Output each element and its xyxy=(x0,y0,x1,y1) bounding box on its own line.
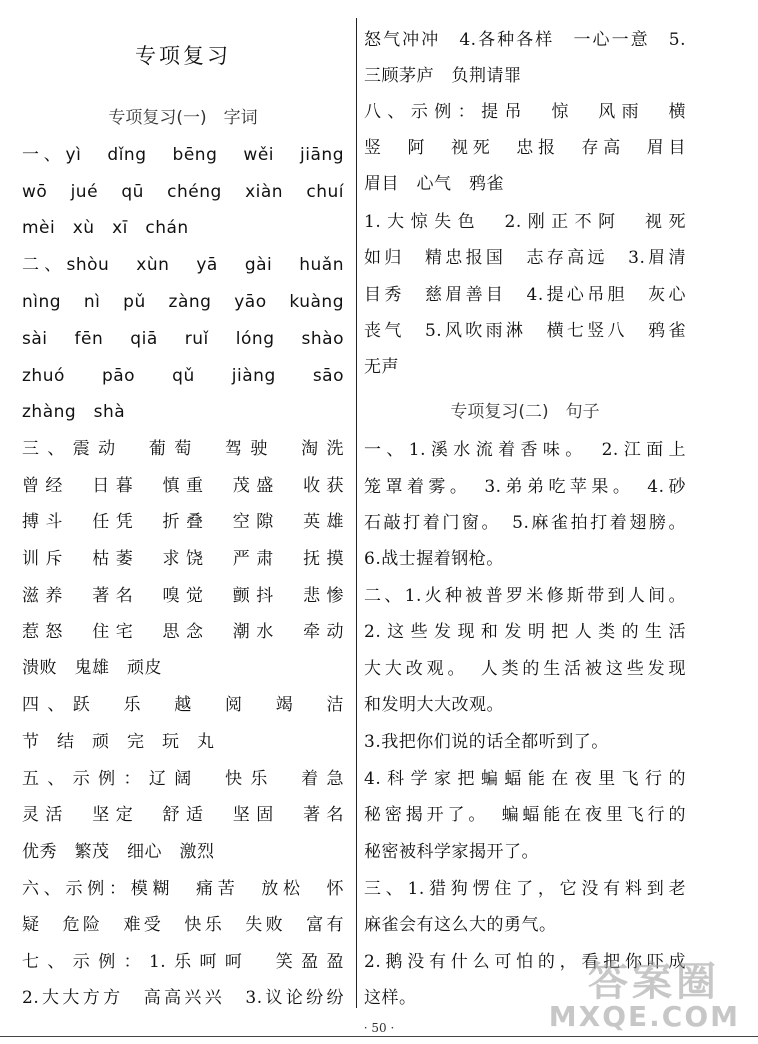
text-line: 二、shòu xùn yā gài huǎn xyxy=(22,255,344,275)
section-title-words: 专项复习(一) 字词 xyxy=(108,108,258,128)
text-line: 1.大惊失色 2.刚正不阿 视死 xyxy=(364,212,686,232)
text-line: 6.战士握着钢枪。 xyxy=(364,549,504,569)
text-line: 六、示例：模糊 痛苦 放松 怀 xyxy=(22,879,344,899)
text-line: 一、1.溪水流着香味。 2.江面上 xyxy=(364,440,686,460)
text-line: 眉目 心气 鸦雀 xyxy=(364,174,504,194)
text-line: 2.鹅没有什么可怕的，看把你吓成 xyxy=(364,952,686,972)
text-line: 七、示例：1.乐呵呵 笑盈盈 xyxy=(22,952,344,972)
page-number: · 50 · xyxy=(363,1021,395,1035)
text-line: 优秀 繁茂 细心 激烈 xyxy=(22,842,215,862)
right-column xyxy=(364,0,686,1010)
text-line: 秘密被科学家揭开了。 xyxy=(364,842,539,862)
watermark xyxy=(530,950,740,1035)
watermark-url: MXQE.COM xyxy=(548,1000,740,1033)
bottom-rule xyxy=(0,1036,758,1037)
section-title-sentences: 专项复习(二) 句子 xyxy=(450,402,600,422)
text-line: 目秀 慈眉善目 4.提心吊胆 灰心 xyxy=(364,285,686,305)
page-title: 专项复习 xyxy=(135,44,231,68)
text-line: 一、yì dǐng bēng wěi jiāng xyxy=(22,145,344,165)
text-line: 麻雀会有这么大的勇气。 xyxy=(364,915,557,935)
text-line: 和发明大大改观。 xyxy=(364,695,504,715)
watermark-logo-text: 答案圈 xyxy=(588,959,720,1005)
text-line: wō jué qū chéng xiàn chuí xyxy=(22,182,344,202)
text-line: zhàng shà xyxy=(22,402,126,422)
text-line: 石敲打着门窗。 5.麻雀拍打着翅膀。 xyxy=(364,513,686,533)
text-line: 无声 xyxy=(364,357,399,377)
text-line: 笼罩着雾。 3.弟弟吃苹果。 4.砂 xyxy=(364,477,686,497)
text-line: zhuó pāo qǔ jiàng sāo xyxy=(22,366,344,386)
text-line: 搏斗 任凭 折叠 空隙 英雄 xyxy=(22,512,344,532)
text-line: 灵活 坚定 舒适 坚固 著名 xyxy=(22,805,344,825)
text-line: 怒气冲冲 4.各种各样 一心一意 5. xyxy=(364,30,686,50)
column-divider xyxy=(356,18,357,1008)
text-line: nìng nì pǔ zàng yāo kuàng xyxy=(22,292,344,312)
text-line: 溃败 鬼雄 顽皮 xyxy=(22,658,162,678)
text-line: 这样。 xyxy=(364,988,417,1008)
text-line: 三顾茅庐 负荆请罪 xyxy=(364,66,522,86)
text-line: 三、震动 葡萄 驾驶 淘洗 xyxy=(22,439,344,459)
text-line: 曾经 日暮 慎重 茂盛 收获 xyxy=(22,476,344,496)
text-line: 五、示例：辽阔 快乐 着急 xyxy=(22,769,344,789)
text-line: 惹怒 住宅 思念 潮水 牵动 xyxy=(22,622,344,642)
text-line: sài fēn qiā ruǐ lóng shào xyxy=(22,329,344,349)
text-line: 竖 阿 视死 忠报 存高 眉目 xyxy=(364,138,686,158)
left-column xyxy=(22,0,344,1010)
text-line: 如归 精忠报国 志存高远 3.眉清 xyxy=(364,248,686,268)
text-line: 3.我把你们说的话全都听到了。 xyxy=(364,732,609,752)
text-line: mèi xù xī chán xyxy=(22,218,189,238)
text-line: 四、跃 乐 越 阅 竭 洁 xyxy=(22,695,344,715)
text-line: 节 结 顽 完 玩 丸 xyxy=(22,732,215,752)
text-line: 二、1.火种被普罗米修斯带到人间。 xyxy=(364,586,686,606)
text-line: 三、1.猎狗愣住了，它没有料到老 xyxy=(364,879,686,899)
text-line: 丧气 5.风吹雨淋 横七竖八 鸦雀 xyxy=(364,321,686,341)
text-line: 2.这些发现和发明把人类的生活 xyxy=(364,622,686,642)
text-line: 秘密揭开了。 蝙蝠能在夜里飞行的 xyxy=(364,805,686,825)
text-line: 疑 危险 难受 快乐 失败 富有 xyxy=(22,915,344,935)
text-line: 八、示例：提吊 惊 风雨 横 xyxy=(364,102,686,122)
text-line: 训斥 枯萎 求饶 严肃 抚摸 xyxy=(22,549,344,569)
text-line: 滋养 著名 嗅觉 颤抖 悲惨 xyxy=(22,586,344,606)
text-line: 4.科学家把蝙蝠能在夜里飞行的 xyxy=(364,769,686,789)
text-line: 大大改观。 人类的生活被这些发现 xyxy=(364,659,686,679)
text-line: 2.大大方方 高高兴兴 3.议论纷纷 xyxy=(22,988,344,1008)
